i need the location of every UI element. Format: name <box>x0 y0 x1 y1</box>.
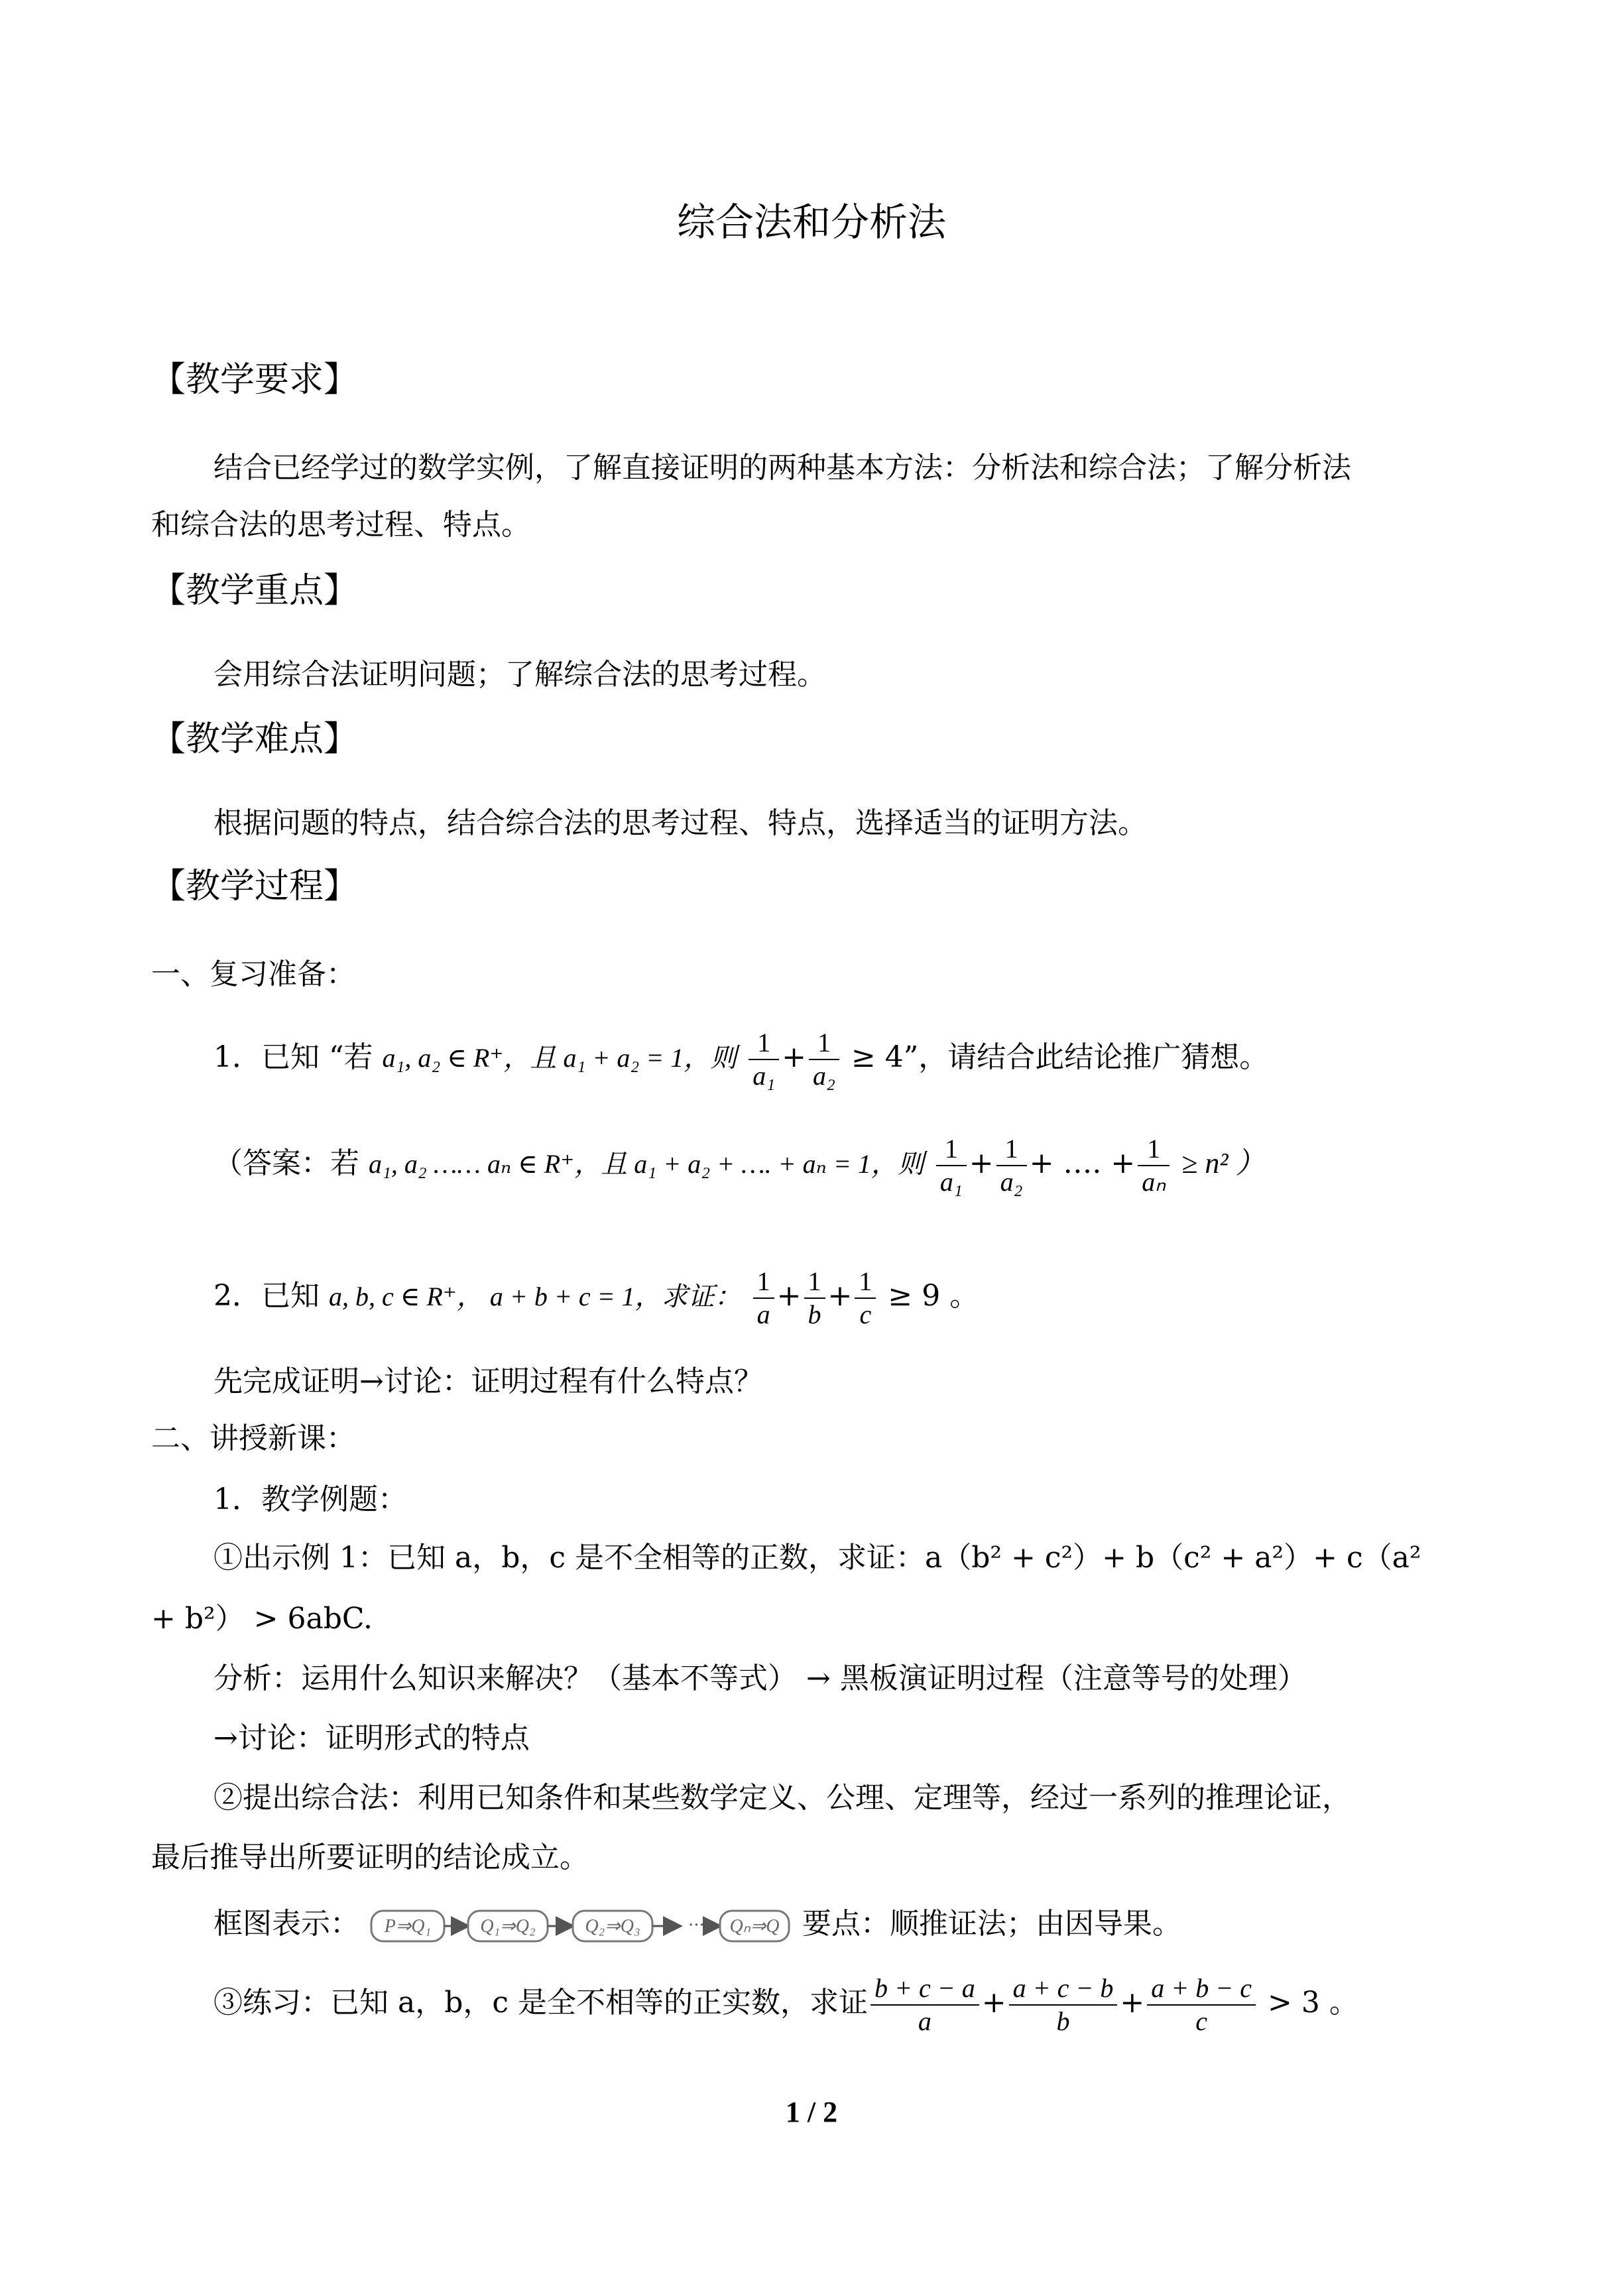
diagram-label: 框图表示： <box>213 1907 359 1941</box>
exercise-suffix: > 3 。 <box>1268 1986 1358 2020</box>
exercise-row: ③练习：已知 a，b，c 是全不相等的正实数，求证 $\frac{b + c - a}{a}$ + $\frac{a + c - b}{b}$ + $\frac{a + b - c}{c}$ > 3 。 <box>213 1972 1358 2036</box>
review-label: 一、复习准备： <box>151 957 355 991</box>
q2-prefix: 2．已知 <box>213 1279 320 1313</box>
flow-node-4 <box>720 1911 789 1941</box>
review-question-1: 1．已知 “若 a₁, a₂ ∈ R⁺，且 a₁ + a₂ = 1，则 $\frac{1}{\text{a₁}}$ + $\frac{1}{\text{a₂}}$ ≥ 4”，请结合此结论推广猜想。 <box>213 1027 1269 1091</box>
requirements-text-line2: 和综合法的思考过程、特点。 <box>151 508 530 542</box>
review-question-2: 2．已知 a, b, c ∈ R⁺， a + b + c = 1，求证： $\frac{1}{a}$ + $\frac{1}{b}$ + $\frac{1}{c}$ ≥ 9 。 <box>213 1266 979 1329</box>
flow-node-2 <box>468 1911 548 1941</box>
analysis-line2: →讨论：证明形式的特点 <box>213 1721 530 1755</box>
answer-fraction-n: $\frac{1}{\text{aₙ}}$ <box>1138 1133 1170 1198</box>
review-answer: （答案：若 a₁, a₂ …… aₙ ∈ R⁺，且 a₁ + a₂ + …. + aₙ = 1，则 $\frac{1}{\text{a₁}}$ + $\frac{1}{\text{a₂}}$ + …. + $\frac{1}{\text{aₙ}}$ ≥ n² ） <box>213 1133 1265 1197</box>
exercise-prefix: ③练习：已知 a，b，c 是全不相等的正实数，求证 <box>213 1986 869 2020</box>
exercise-fraction-2: $\frac{a + c - b}{b}$ <box>1009 1972 1118 2037</box>
q2-fraction-a: $\frac{1}{a}$ <box>753 1266 774 1331</box>
exercise-fraction-1: $\frac{b + c - a}{a}$ <box>871 1972 979 2037</box>
q1-suffix: ≥ 4”，请结合此结论推广猜想。 <box>851 1040 1269 1074</box>
svg-text:P⇒Q₁: P⇒Q₁ <box>384 1915 432 1937</box>
section-heading-process: 【教学过程】 <box>151 867 359 906</box>
review-discuss: 先完成证明→讨论：证明过程有什么特点？ <box>213 1364 763 1398</box>
requirements-text-line1: 结合已经学过的数学实例，了解直接证明的两种基本方法：分析法和综合法；了解分析法 <box>213 451 1351 485</box>
exercise-fraction-3: $\frac{a + b - c}{c}$ <box>1147 1972 1256 2037</box>
q1-condition: a₁, a₂ ∈ R⁺，且 a₁ + a₂ = 1，则 <box>382 1043 737 1073</box>
diagram-row <box>213 1898 1181 1951</box>
q1-fraction-2: $\frac{1}{\text{a₂}}$ <box>809 1027 839 1092</box>
answer-condition: a₁, a₂ …… aₙ ∈ R⁺，且 a₁ + a₂ + …. + aₙ = 1，则 <box>369 1149 924 1179</box>
synthesis-line1: ②提出综合法：利用已知条件和某些数学定义、公理、定理等，经过一系列的推理论证， <box>213 1781 1351 1815</box>
key-points-text: 会用综合法证明问题；了解综合法的思考过程。 <box>213 658 826 692</box>
section-heading-key-points: 【教学重点】 <box>151 571 359 611</box>
q2-condition: a, b, c ∈ R⁺， a + b + c = 1，求证： <box>329 1282 741 1311</box>
new-lesson-label: 二、讲授新课： <box>151 1421 355 1455</box>
answer-fraction-2: $\frac{1}{\text{a₂}}$ <box>996 1133 1027 1198</box>
q2-fraction-b: $\frac{1}{b}$ <box>804 1266 825 1331</box>
synthesis-line2: 最后推导出所要证明的结论成立。 <box>151 1841 589 1874</box>
q2-suffix: ≥ 9 。 <box>888 1279 979 1313</box>
flow-node-1 <box>371 1911 444 1941</box>
flow-ellipsis: ··· <box>688 1915 705 1935</box>
q1-prefix: 1．已知 “若 <box>213 1040 373 1074</box>
example1-line1: ①出示例 1：已知 a，b，c 是不全相等的正数，求证：a（b² + c²）+ b（c² + a²）+ c（a² <box>213 1541 1421 1575</box>
flow-node-3 <box>573 1911 652 1941</box>
flow-diagram <box>369 1903 793 1949</box>
example1-line2: + b²） > 6abC. <box>151 1602 373 1636</box>
page-number: 1 / 2 <box>785 2096 838 2128</box>
difficulties-text: 根据问题的特点，结合综合法的思考过程、特点，选择适当的证明方法。 <box>213 806 1147 840</box>
svg-text:Qₙ⇒Q: Qₙ⇒Q <box>729 1915 780 1937</box>
section-heading-difficulties: 【教学难点】 <box>151 719 359 759</box>
diagram-points: 要点：顺推证法；由因导果。 <box>802 1907 1181 1941</box>
answer-fraction-1: $\frac{1}{\text{a₁}}$ <box>936 1133 967 1198</box>
svg-text:Q₂⇒Q₃: Q₂⇒Q₃ <box>585 1915 640 1937</box>
answer-suffix: ≥ n² ） <box>1181 1147 1265 1179</box>
svg-text:Q₁⇒Q₂: Q₁⇒Q₂ <box>480 1915 536 1937</box>
q1-fraction-1: $\frac{1}{\text{a₁}}$ <box>749 1027 779 1092</box>
new-lesson-item-1: 1．教学例题： <box>213 1482 407 1516</box>
page-title: 综合法和分析法 <box>676 200 946 245</box>
section-heading-requirements: 【教学要求】 <box>151 360 359 400</box>
answer-prefix: （答案：若 <box>213 1146 359 1180</box>
analysis-line1: 分析：运用什么知识来解决？（基本不等式） → 黑板演证明过程（注意等号的处理） <box>213 1662 1307 1695</box>
q2-fraction-c: $\frac{1}{c}$ <box>855 1266 876 1331</box>
